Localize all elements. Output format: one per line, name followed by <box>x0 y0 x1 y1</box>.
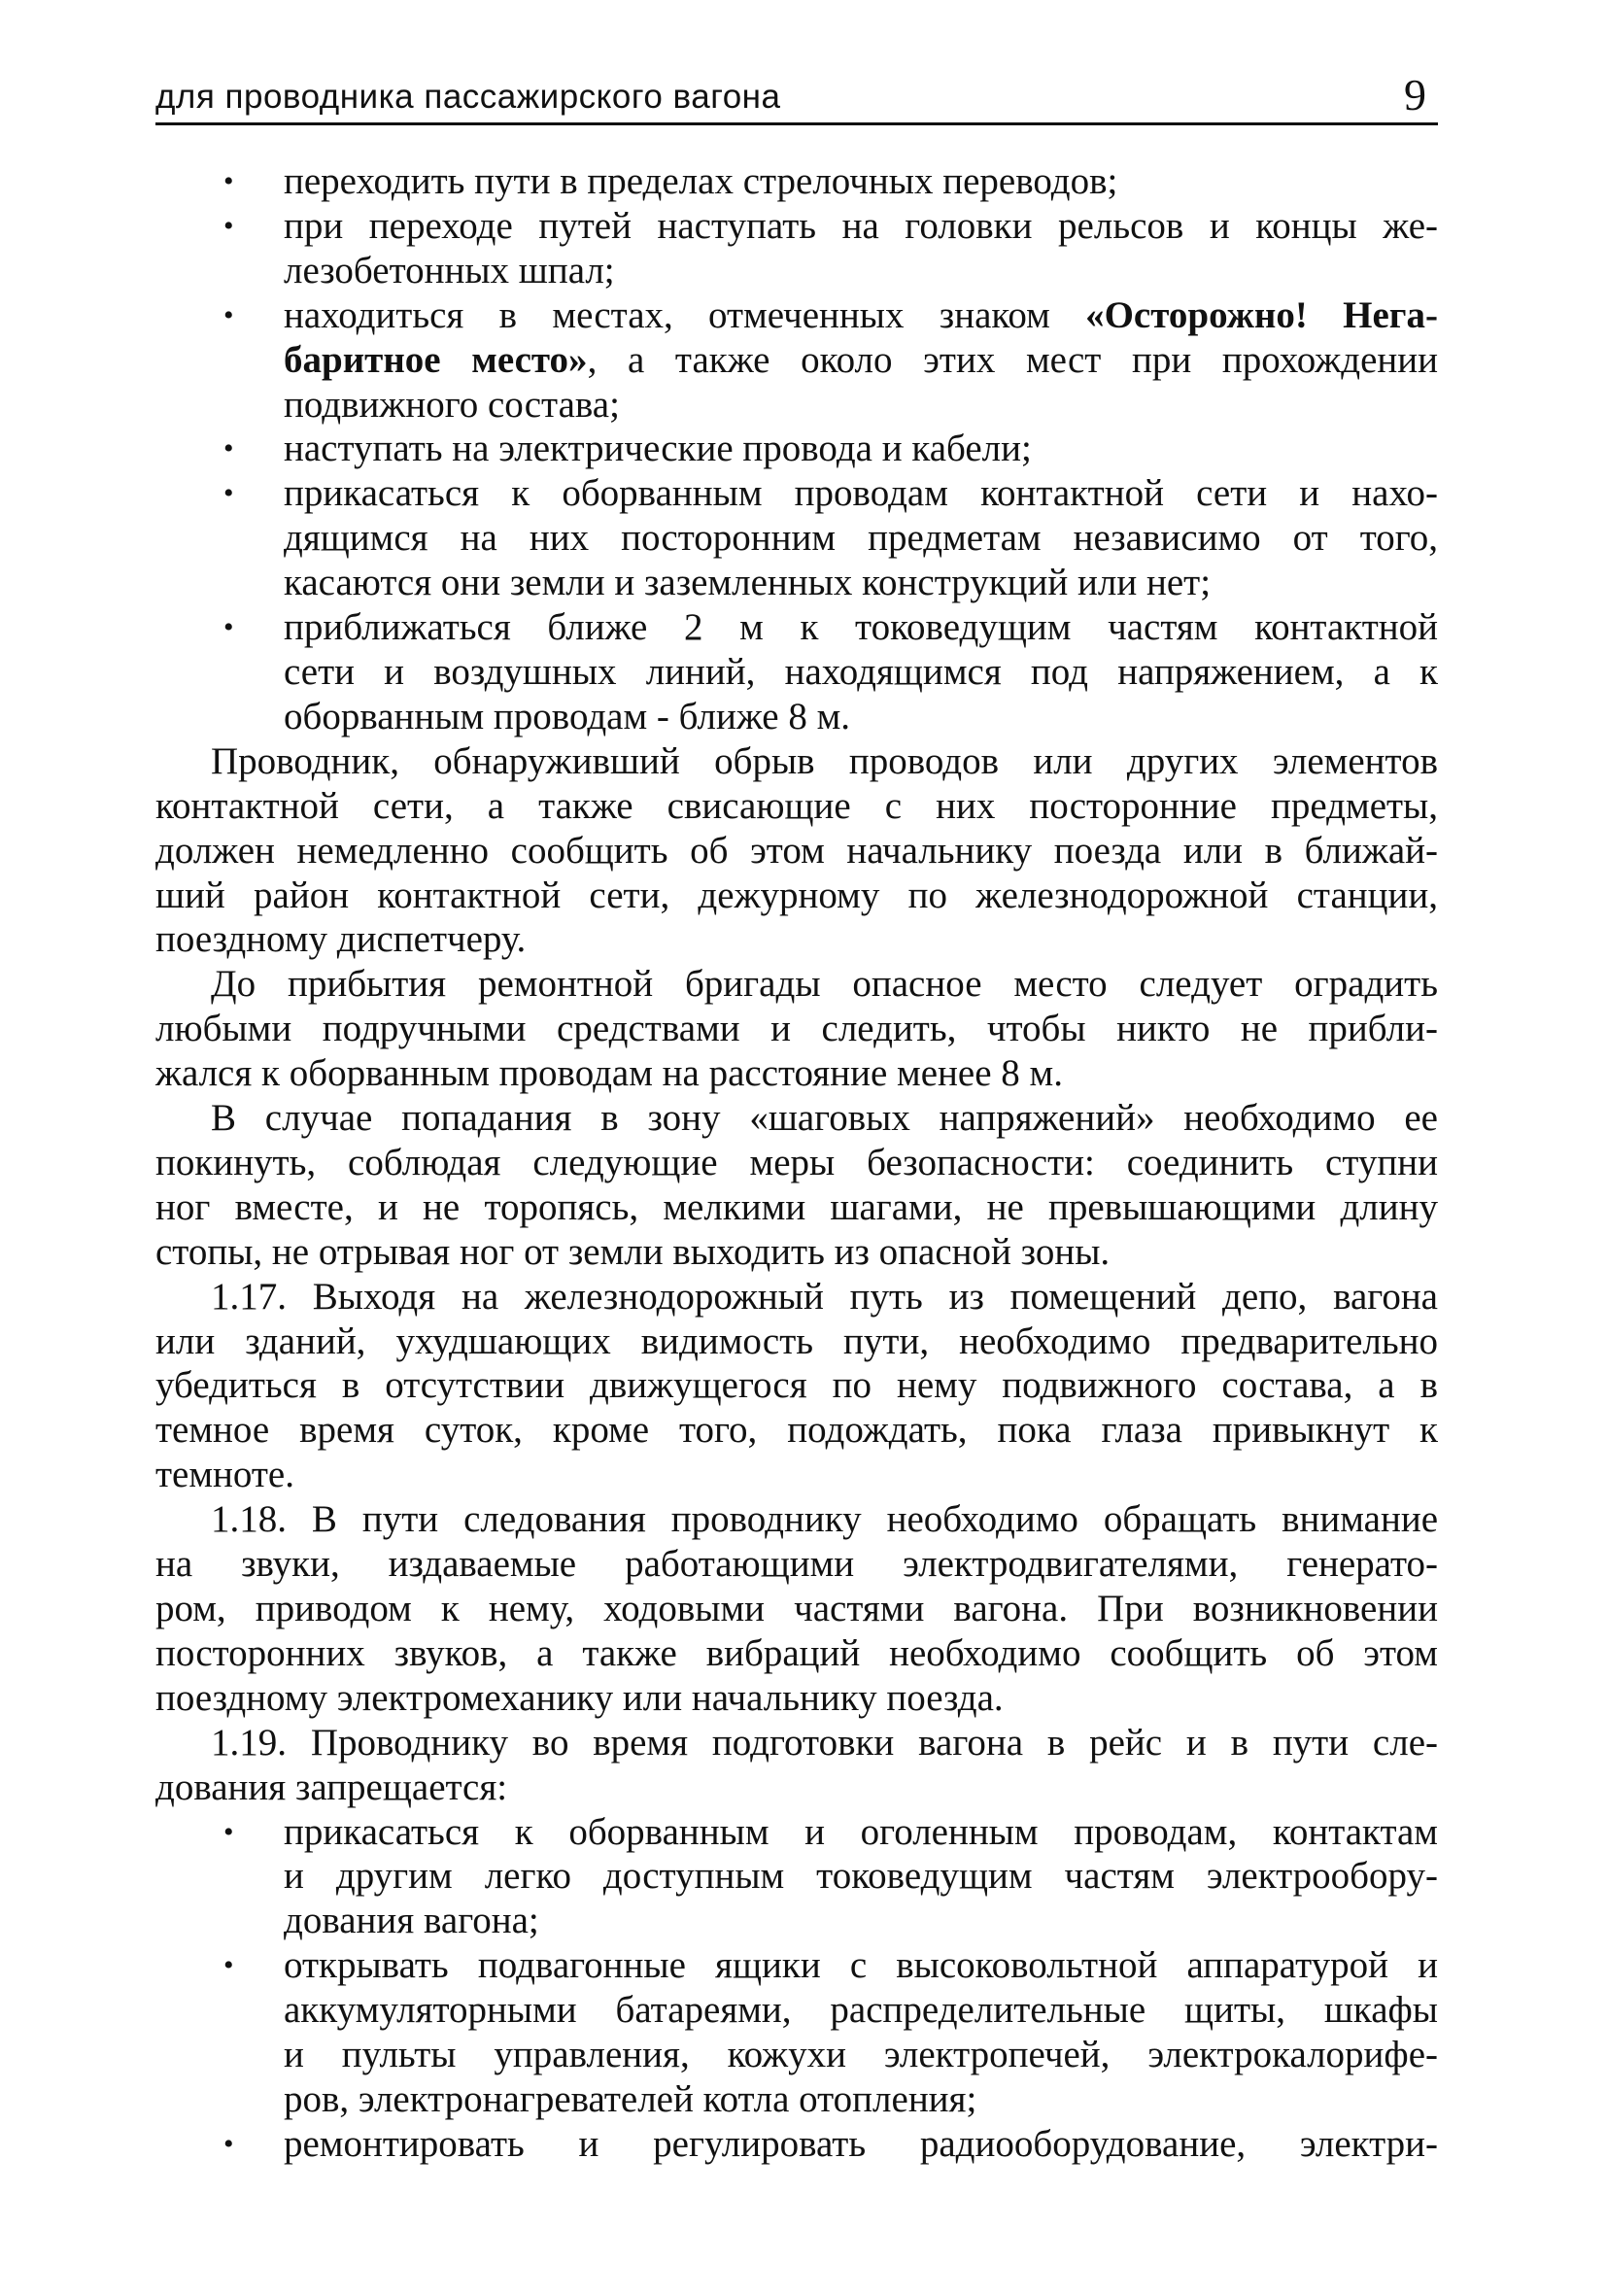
bullet-icon: • <box>223 477 234 510</box>
text-line <box>155 1007 1438 1051</box>
text-line <box>284 204 1438 249</box>
text-segment: темное время суток, кроме того, подождать, пока глаза привыкнут к <box>155 1409 1438 1452</box>
text-segment: приближаться ближе 2 м к токоведущим частям контактной <box>284 606 1438 649</box>
text-segment: аккумуляторными батареями, распределительные щиты, шкафы <box>284 1989 1438 2032</box>
header-rule <box>155 122 1438 125</box>
text-segment: дования вагона; <box>284 1900 539 1942</box>
text-segment: или зданий, ухудшающих видимость пути, необходимо предварительно <box>155 1319 1438 1362</box>
text-line <box>155 1721 1438 1765</box>
text-segment: сети и воздушных линий, находящимся под напряжением, а к <box>284 650 1438 693</box>
text-segment: 1.17. Выходя на железнодорожный путь из помещений депо, вагона <box>211 1275 1438 1318</box>
paragraph <box>155 1275 1438 1498</box>
bold-text: «Осторожно! Нега- <box>1085 293 1438 336</box>
bullet-icon: • <box>223 432 234 465</box>
text-line <box>284 293 1438 338</box>
paragraph <box>155 1497 1438 1721</box>
text-segment: ший район контактной сети, дежурному по железнодорожной станции, <box>155 874 1438 916</box>
bullet-icon: • <box>223 1949 234 1982</box>
bullet-icon: • <box>223 611 234 644</box>
text-segment: покинуть, соблюдая следующие меры безопасности: соединить ступни <box>155 1141 1438 1183</box>
text-line <box>155 1275 1438 1319</box>
bullet-item <box>155 2122 1438 2167</box>
text-line <box>155 1319 1438 1364</box>
text-segment: лезобетонных шпал; <box>284 249 615 291</box>
text-segment: при переходе путей наступать на головки рельсов и концы же- <box>284 204 1438 247</box>
text-line <box>284 1899 1438 1943</box>
text-line <box>155 1230 1438 1275</box>
text-segment: подвижного состава; <box>284 383 620 426</box>
text-line <box>155 1587 1438 1631</box>
bullet-item <box>155 204 1438 293</box>
bullet-item <box>155 159 1438 204</box>
bullet-icon: • <box>223 298 234 331</box>
text-line <box>284 695 1438 739</box>
text-line <box>284 471 1438 516</box>
text-line <box>284 2033 1438 2077</box>
text-line <box>155 962 1438 1007</box>
text-line <box>155 1542 1438 1587</box>
page-number: 9 <box>1404 70 1426 120</box>
text-line <box>284 561 1438 605</box>
bullet-item <box>155 471 1438 605</box>
text-segment: В случае попадания в зону «шаговых напряжений» необходимо ее <box>211 1097 1438 1140</box>
bullet-item <box>155 1810 1438 1944</box>
text-segment: оборванным проводам - ближе 8 м. <box>284 695 851 737</box>
paragraph <box>155 1096 1438 1275</box>
text-line <box>284 1943 1438 1988</box>
text-segment: дования запрещается: <box>155 1765 508 1808</box>
text-segment: переходить пути в пределах стрелочных переводов; <box>284 160 1118 202</box>
text-line <box>284 516 1438 561</box>
text-line <box>284 338 1438 383</box>
text-line <box>284 1988 1438 2033</box>
bullet-item <box>155 605 1438 739</box>
text-line <box>284 159 1438 204</box>
text-line <box>284 1810 1438 1855</box>
text-segment: 1.18. В пути следования проводнику необходимо обращать внимание <box>211 1498 1438 1541</box>
text-segment: убедиться в отсутствии движущегося по нему подвижного состава, а в <box>155 1364 1438 1407</box>
text-segment: стопы, не отрывая ног от земли выходить из опасной зоны. <box>155 1230 1111 1273</box>
text-line <box>284 1854 1438 1899</box>
text-segment: должен немедленно сообщить об этом начальнику поезда или в ближай- <box>155 829 1438 872</box>
text-segment: любыми подручными средствами и следить, чтобы никто не прибли- <box>155 1008 1438 1050</box>
text-segment: ров, электронагревателей котла отопления; <box>284 2077 977 2120</box>
paragraph <box>155 962 1438 1096</box>
text-segment: и пульты управления, кожухи электропечей, электрокалорифе- <box>284 2034 1438 2076</box>
paragraph <box>155 739 1438 963</box>
text-line <box>155 1453 1438 1497</box>
text-segment: и другим легко доступным токоведущим частям электрообору- <box>284 1855 1438 1898</box>
text-segment: наступать на электрические провода и кабели; <box>284 428 1032 470</box>
page-body <box>155 159 1438 2167</box>
text-segment: До прибытия ремонтной бригады опасное место следует оградить <box>211 963 1438 1006</box>
text-line <box>155 739 1438 784</box>
text-line <box>155 1096 1438 1141</box>
text-segment: темноте. <box>155 1454 294 1496</box>
running-header <box>155 70 1438 124</box>
text-line <box>155 874 1438 918</box>
bold-text: баритное место» <box>284 338 588 381</box>
bullet-icon: • <box>223 2127 234 2160</box>
text-segment: контактной сети, а также свисающие с них посторонние предметы, <box>155 784 1438 827</box>
text-line <box>284 383 1438 428</box>
text-line <box>284 650 1438 695</box>
text-segment: на звуки, издаваемые работающими электродвигателями, генерато- <box>155 1543 1438 1586</box>
text-segment: жался к оборванным проводам на расстояние менее 8 м. <box>155 1052 1063 1095</box>
text-segment: Проводник, обнаруживший обрыв проводов или других элементов <box>211 739 1438 782</box>
text-segment: поездному диспетчеру. <box>155 918 527 961</box>
bullet-icon: • <box>223 209 234 242</box>
bullet-icon: • <box>223 1815 234 1848</box>
text-line <box>155 1363 1438 1408</box>
text-line <box>155 829 1438 874</box>
text-line <box>155 1497 1438 1542</box>
text-line <box>155 1676 1438 1721</box>
text-line <box>284 427 1438 471</box>
text-line <box>284 249 1438 293</box>
text-segment: прикасаться к оборванным и оголенным проводам, контактам <box>284 1810 1438 1853</box>
text-segment: дящимся на них посторонним предметам независимо от того, <box>284 517 1438 560</box>
text-segment: поездному электромеханику или начальнику поезда. <box>155 1676 1004 1719</box>
text-line <box>155 1765 1438 1810</box>
text-segment: ремонтировать и регулировать радиооборудование, электри- <box>284 2122 1438 2165</box>
text-line <box>155 1408 1438 1453</box>
text-segment: прикасаться к оборванным проводам контактной сети и нахо- <box>284 472 1438 515</box>
text-segment: 1.19. Проводнику во время подготовки вагона в рейс и в пути сле- <box>211 1721 1438 1764</box>
text-segment: открывать подвагонные ящики с высоковольтной аппаратурой и <box>284 1944 1438 1987</box>
bullet-item <box>155 1943 1438 2122</box>
text-line <box>155 1631 1438 1676</box>
text-segment: касаются они земли и заземленных конструкций или нет; <box>284 562 1212 604</box>
text-segment: ром, приводом к нему, ходовыми частями вагона. При возникновении <box>155 1588 1438 1629</box>
text-line <box>284 2122 1438 2167</box>
text-segment: посторонних звуков, а также вибраций необходимо сообщить об этом <box>155 1631 1438 1674</box>
text-line <box>155 1051 1438 1096</box>
text-line <box>155 917 1438 962</box>
text-line <box>155 1185 1438 1230</box>
text-segment: , а также около этих мест при прохождении <box>587 338 1439 381</box>
bullet-item <box>155 427 1438 471</box>
header-title: для проводника пассажирского вагона <box>155 78 781 116</box>
paragraph <box>155 1721 1438 1810</box>
text-segment: ног вместе, и не торопясь, мелкими шагами, не превышающими длину <box>155 1185 1438 1228</box>
text-line <box>284 2077 1438 2122</box>
text-line <box>155 1141 1438 1185</box>
text-segment: находиться в местах, отмеченных знаком <box>284 293 1086 336</box>
text-line <box>284 605 1438 650</box>
text-line <box>155 784 1438 829</box>
bullet-icon: • <box>223 165 234 197</box>
bullet-item <box>155 293 1438 428</box>
